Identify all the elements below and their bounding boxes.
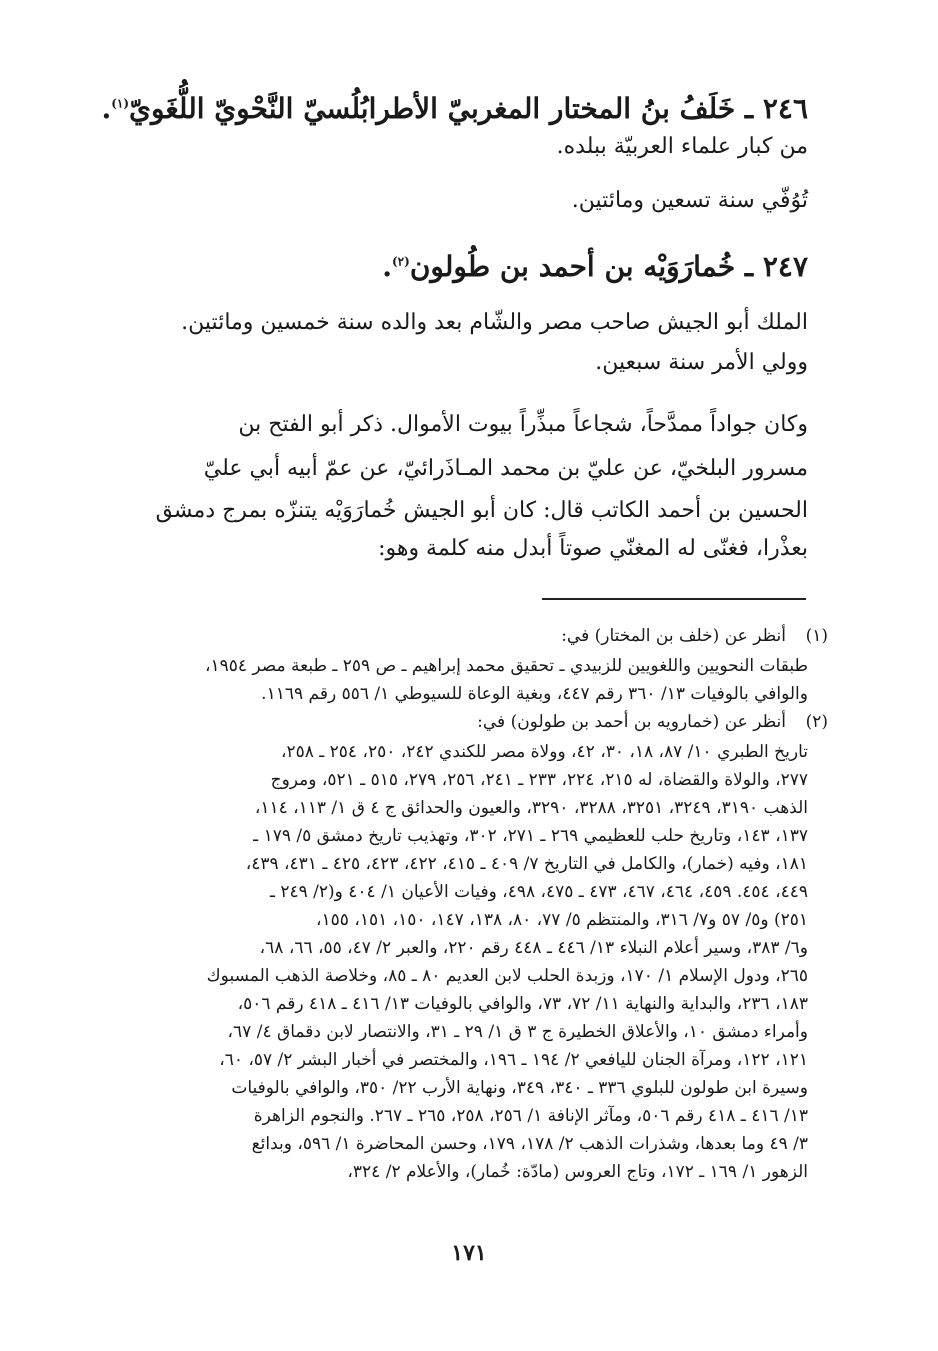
entry-title-end: . xyxy=(101,92,112,125)
footnote-line: أنظر عن (خمارويه بن أحمد بن طولون) في: xyxy=(477,712,786,732)
footnote-line: الزهور ١/ ١٦٩ ـ ١٧٢، وتاج العروس (مادّة: خُمار)، والأعلام ٢/ ٣٢٤، xyxy=(347,1162,808,1182)
entry-title-text: ٢٤٧ ـ خُمارَوَيْه بن أحمد بن طُولون xyxy=(409,250,808,283)
footnote-line: ٢٥١) و٥/ ٥٧ و٧/ ٣١٦، والمنتظم ٥/ ٧٧، ٨٠، ١٣٨، ١٤٧، ١٥٠، ١٥١، ١٥٥، xyxy=(316,910,808,930)
footnote-line: ١٣/ ٤١٦ ـ ٤١٨ رقم ٥٠٦، ومآثر الإنافة ١/ ٢٥٦، ٢٥٨، ٢٦٥ ـ ٢٦٧. والنجوم الزاهرة xyxy=(253,1106,808,1126)
entry-text-line: مسرور البلخيّ، عن عليّ بن محمد المـاذَرائيّ، عن عمّ أبيه أبي عليّ xyxy=(203,456,808,481)
entry-text-line: وكان جواداً ممدَّحاً، شجاعاً مبذِّراً بيوت الأموال. ذكر أبو الفتح بن xyxy=(238,412,808,437)
footnote-line: وسيرة ابن طولون للبلوي ٣٣٦ ـ ٣٤٠، ٣٤٩، ونهاية الأرب ٢٢/ ٣٥٠، والوافي بالوفيات xyxy=(231,1078,808,1098)
footnote-line: ١٣٧، ١٤٣، وتاريخ حلب للعظيمي ٢٦٩ ـ ٢٧١، ٣٠٢، وتهذيب تاريخ دمشق ٥/ ١٧٩ ـ xyxy=(253,826,808,846)
entry-text-line: وولي الأمر سنة سبعين. xyxy=(595,350,808,375)
footnote-line: ٢٧٧، والولاة والقضاة، له ٢١٥، ٢٢٤، ٢٣٣ ـ ٢٤١، ٢٥٦، ٢٧٩، ٥١٥ ـ ٥٢١، ومروج xyxy=(270,770,808,790)
entry-text-line: الحسين بن أحمد الكاتب قال: كان أبو الجيش خُمارَوَيْه يتنزّه بمرج دمشق xyxy=(155,498,808,523)
footnote-line: ١٨١، وفيه (خمار)، والكامل في التاريخ ٧/ ٤٠٩ ـ ٤١٥، ٤٢٢، ٤٢٣، ٤٢٥ ـ ٤٣١، ٤٣٩، xyxy=(245,854,808,874)
footnote-line: ١٢١، ١٢٢، ومرآة الجنان لليافعي ٢/ ١٩٤ ـ ١٩٦، والمختصر في أخبار البشر ٢/ ٥٧، ٦٠، xyxy=(219,1050,808,1070)
entry-title xyxy=(101,92,808,125)
footnote-line: تاريخ الطبري ١٠/ ٨٧، ١٨، ٣٠، ٤٢، وولاة مصر للكندي ٢٤٢، ٢٥٠، ٢٥٤ ـ ٢٥٨، xyxy=(280,742,808,762)
entry-title-text: ٢٤٦ ـ خَلَفُ بنُ المختار المغربيّ الأطرابُلُسيّ النَّحْويّ اللُّغَويّ xyxy=(129,92,808,125)
footnote-line: ٣/ ٤٩ وما بعدها، وشذرات الذهب ٢/ ١٧٨، ١٧٩، وحسن المحاضرة ١/ ٥٩٦، وبدائع xyxy=(251,1134,808,1154)
entry-text-line: بعذْرا، فغنّى له المغنّي صوتاً أبدل منه كلمة وهو: xyxy=(378,536,808,561)
footnote-marker: (١) xyxy=(805,626,828,646)
entry-title-end: . xyxy=(382,250,392,283)
footnote-line: ٢٦٥، ودول الإسلام ١/ ١٧٠، وزبدة الحلب لابن العديم ٨٠ ـ ٨٥، وخلاصة الذهب المسبوك xyxy=(206,966,808,986)
footnote-divider xyxy=(542,598,806,600)
entry-text-line: تُوُفّي سنة تسعين ومائتين. xyxy=(571,188,808,213)
entry-text-line: من كبار علماء العربيّة ببلده. xyxy=(556,134,808,159)
footnote-line: الذهب ٣١٩٠، ٣٢٤٩، ٣٢٥١، ٣٢٨٨، ٣٢٩٠، والعيون والحدائق ج ٤ ق ١/ ١١٣، ١١٤، xyxy=(254,798,808,818)
footnote-line: أنظر عن (خلف بن المختار) في: xyxy=(561,626,786,646)
footnote-line: طبقات النحويين واللغويين للزبيدي ـ تحقيق محمد إبراهيم ـ ص ٢٥٩ ـ طبعة مصر ١٩٥٤، xyxy=(204,656,808,676)
entry-text-line: الملك أبو الجيش صاحب مصر والشّام بعد والده سنة خمسين ومائتين. xyxy=(181,310,808,335)
entry-title xyxy=(382,250,808,283)
footnote-ref: (١) xyxy=(111,96,130,111)
footnote-line: وأمراء دمشق ١٠، والأعلاق الخطيرة ج ٣ ق ١/ ٢٩ ـ ٣١، والانتصار لابن دقماق ٤/ ٦٧، xyxy=(227,1022,808,1042)
footnote-line: ٤٤٩، ٤٥٤. ٤٥٩، ٤٦٤، ٤٦٧، ٤٧٣ ـ ٤٧٥، ٤٩٨، وفيات الأعيان ١/ ٤٠٤ و(٢/ ٢٤٩ ـ xyxy=(269,882,808,902)
footnote-line: والوافي بالوفيات ١٣/ ٣٦٠ رقم ٤٤٧، وبغية الوعاة للسيوطي ١/ ٥٥٦ رقم ١١٦٩. xyxy=(261,684,808,704)
footnote-line: ١٨٣، ٢٣٦، والبداية والنهاية ١١/ ٧٢، ٧٣، والوافي بالوفيات ١٣/ ٤١٦ ـ ٤١٨ رقم ٥٠٦، xyxy=(237,994,808,1014)
page-number: ١٧١ xyxy=(451,1240,487,1266)
footnote-marker: (٢) xyxy=(805,712,828,732)
footnote-ref: (٢) xyxy=(391,254,410,269)
footnote-line: و٦/ ٣٨٣، وسير أعلام النبلاء ١٣/ ٤٤٦ ـ ٤٤٨ رقم ٢٢٠، والعبر ٢/ ٤٧، ٥٥، ٦٦، ٦٨، xyxy=(259,938,808,958)
